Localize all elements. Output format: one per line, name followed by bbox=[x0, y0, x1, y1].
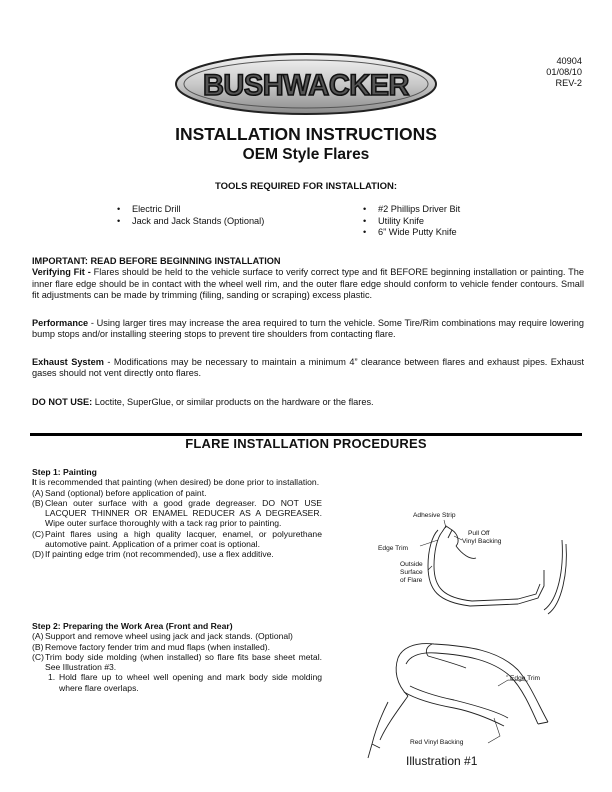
label-vinyl-backing: Vinyl Backing bbox=[462, 538, 502, 545]
list-item-text: Paint flares using a high quality lacquer, enamel, or polyurethane automotive paint. Application of a primer coat is optional. bbox=[45, 528, 322, 550]
label-surface: Surface bbox=[400, 569, 423, 576]
tools-list-left bbox=[117, 204, 264, 227]
important-section bbox=[32, 256, 584, 301]
list-item bbox=[32, 652, 322, 673]
list-item-text: Clean outer surface with a good grade degreaser. DO NOT USE LACQUER THINNER OR ENAMEL REDUCER AS A DEGREASER. Wipe outer surface thoroughly with a tack rag prior to painting. bbox=[45, 497, 322, 529]
tool-item: • 6” Wide Putty Knife bbox=[363, 227, 460, 239]
step-1-heading: Step 1: Painting bbox=[32, 467, 97, 477]
label-of-flare: of Flare bbox=[400, 577, 423, 584]
list-item-label: (B) bbox=[32, 641, 44, 652]
tool-item: • #2 Phillips Driver Bit bbox=[363, 204, 460, 216]
document-info bbox=[546, 56, 582, 89]
sub-list-item-label: 1. bbox=[48, 672, 56, 683]
label-outside: Outside bbox=[400, 561, 423, 568]
important-heading: IMPORTANT: READ BEFORE BEGINNING INSTALLATION bbox=[32, 256, 281, 266]
exhaust-label: Exhaust System bbox=[32, 357, 104, 367]
tools-list-right bbox=[363, 204, 460, 239]
label-red-vinyl-backing: Red Vinyl Backing bbox=[410, 739, 464, 746]
step-1 bbox=[32, 467, 322, 560]
do-not-use-text: Loctite, SuperGlue, or similar products on the hardware or the flares. bbox=[92, 397, 374, 407]
list-item-text: Remove factory fender trim and mud flaps (when installed). bbox=[45, 641, 270, 652]
illustration-1 bbox=[358, 500, 578, 780]
tools-heading: TOOLS REQUIRED FOR INSTALLATION: bbox=[214, 181, 398, 192]
document-revision: REV-2 bbox=[555, 78, 582, 88]
bushwacker-logo bbox=[174, 52, 438, 116]
list-item-label: (A) bbox=[32, 631, 44, 642]
list-item-label: (B) bbox=[32, 497, 44, 508]
exhaust-text: - Modifications may be necessary to maintain a minimum 4” clearance between flares and exhaust pipes. Exhaust gases should not vent directly onto flares. bbox=[32, 357, 584, 379]
step-2 bbox=[32, 621, 322, 693]
label-edge-trim-top: Edge Trim bbox=[378, 545, 409, 552]
verifying-fit-label: Verifying Fit - bbox=[32, 267, 91, 278]
performance-section bbox=[32, 318, 584, 341]
tool-item: • Utility Knife bbox=[363, 216, 460, 228]
list-item-label: (C) bbox=[32, 651, 44, 662]
step-1-intro bbox=[32, 477, 322, 487]
leader-lines bbox=[420, 520, 462, 570]
do-not-use-label: DO NOT USE: bbox=[32, 397, 93, 407]
step-1-intro-text: t is recommended that painting (when desired) be done prior to installation. bbox=[34, 477, 320, 488]
performance-text: - Using larger tires may increase the area required to turn the vehicle. Some Tire/Rim combinations may require lowering bump stops and/or installing steering stops to prevent tire shoulders from contacting flare. bbox=[32, 318, 584, 340]
page-title: INSTALLATION INSTRUCTIONS bbox=[175, 124, 437, 144]
label-pull-off: Pull Off bbox=[468, 530, 490, 537]
label-adhesive-strip: Adhesive Strip bbox=[413, 512, 456, 519]
step-1-intro-initial: I bbox=[32, 477, 35, 488]
list-item-text: Support and remove wheel using jack and jack stands. (Optional) bbox=[45, 631, 293, 642]
page-subtitle: OEM Style Flares bbox=[242, 146, 370, 163]
document-number: 40904 bbox=[556, 56, 582, 66]
tool-item: • Jack and Jack Stands (Optional) bbox=[117, 216, 264, 228]
list-item-text: Sand (optional) before application of paint. bbox=[45, 487, 207, 498]
document-date: 01/08/10 bbox=[546, 67, 582, 77]
list-item bbox=[32, 529, 322, 550]
tool-item: • Electric Drill bbox=[117, 204, 264, 216]
sub-list-item-text: Hold flare up to wheel well opening and mark body side molding where flare overlaps. bbox=[59, 672, 322, 693]
exhaust-section bbox=[32, 357, 584, 380]
list-item-text: If painting edge trim (not recommended), use a flex additive. bbox=[45, 549, 274, 560]
list-item bbox=[32, 631, 322, 641]
do-not-use-section bbox=[32, 397, 584, 408]
list-item-text: Trim body side molding (when installed) so flare fits base sheet metal. See Illustration #3. bbox=[45, 651, 322, 673]
list-item bbox=[32, 642, 322, 652]
list-item-label: (A) bbox=[32, 487, 44, 498]
illustration-caption: Illustration #1 bbox=[406, 754, 478, 768]
step-2-heading: Step 2: Preparing the Work Area (Front and Rear) bbox=[32, 621, 233, 631]
performance-label: Performance bbox=[32, 318, 89, 328]
list-item bbox=[32, 488, 322, 498]
logo-text: BUSHWACKER bbox=[203, 69, 410, 102]
verifying-fit-text: Flares should be held to the vehicle surface to verify correct type and fit BEFORE beginning installation or painting. The inner flare edge should be in contact with the wheel well rim, and the outer flare edge should conform to vehicle fender contours. Small fit adjustments can be made by trimming (filing, sanding or scraping) excess plastic. bbox=[32, 267, 584, 300]
section-heading: FLARE INSTALLATION PROCEDURES bbox=[185, 436, 427, 451]
list-item-label: (D) bbox=[32, 549, 44, 560]
list-item-label: (C) bbox=[32, 528, 44, 539]
leader-lines-lower bbox=[488, 676, 528, 743]
list-item bbox=[32, 498, 322, 529]
label-edge-trim-right: Edge Trim bbox=[510, 675, 541, 682]
list-item bbox=[32, 549, 322, 559]
sub-list-item bbox=[32, 672, 322, 693]
